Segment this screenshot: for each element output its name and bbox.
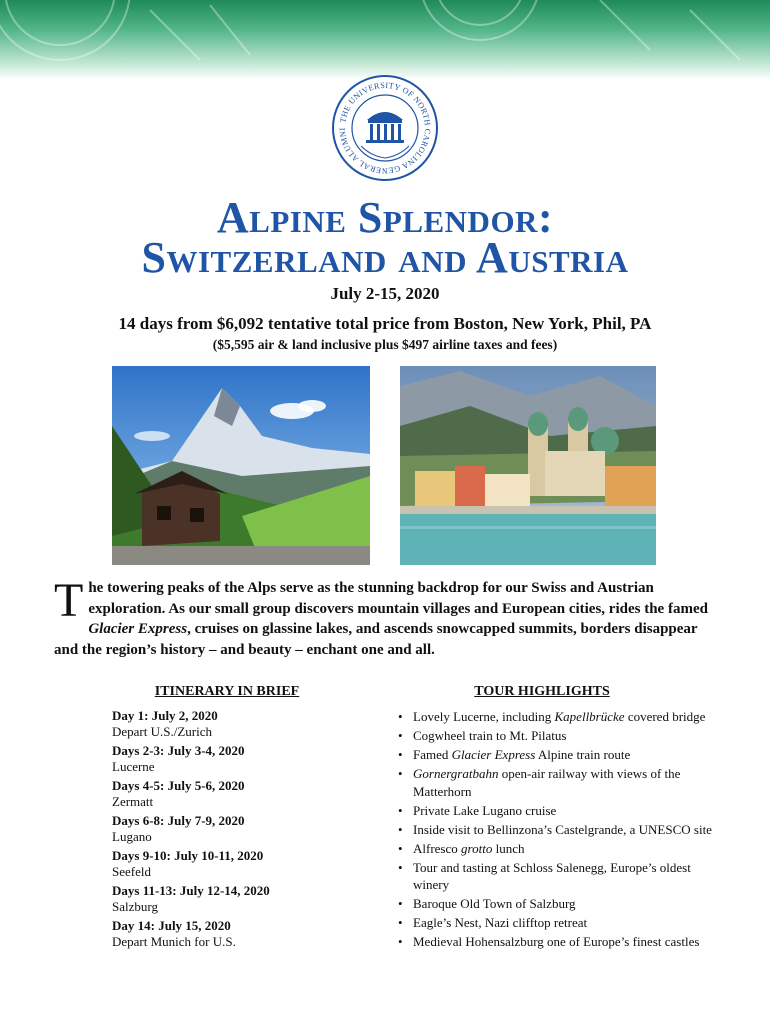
highlight-item — [398, 895, 718, 913]
day-place: Salzburg — [112, 899, 158, 914]
highlight-text: Alpine train route — [535, 747, 631, 762]
intro-text-part1: he towering peaks of the Alps serve as the stunning backdrop for our Swiss and Austrian exploration. As our small group discovers mountain villages and European cities, rides the famed — [88, 580, 708, 617]
highlight-item — [398, 746, 718, 764]
itinerary-day — [112, 708, 362, 739]
day-title: Days 2-3: July 3-4, 2020 — [112, 743, 245, 758]
itinerary-list — [112, 708, 362, 953]
highlights-heading: TOUR HIGHLIGHTS — [474, 684, 610, 699]
bullet-icon: • — [398, 821, 403, 837]
highlight-text: Alfresco — [413, 840, 462, 856]
intro-text-part2: , cruises on glassine lakes, and ascends snowcapped summits, borders disappear and the region’s history – and beauty – enchant one and all. — [54, 621, 698, 658]
innsbruck-photo — [400, 366, 656, 565]
bullet-icon: • — [398, 709, 403, 724]
highlight-text: Tour and tasting at Schloss Salenegg, Europe’s oldest winery — [413, 859, 691, 892]
highlight-text: Medieval Hohensalzburg one of Europe’s finest castles — [413, 934, 700, 949]
highlight-text: Eagle’s Nest, Nazi clifftop retreat — [413, 915, 588, 930]
highlight-item — [398, 821, 718, 839]
title-line-1: Alpine Splendor: — [216, 193, 554, 242]
highlight-item — [398, 802, 718, 820]
header-banner — [0, 0, 770, 80]
highlight-item — [398, 859, 718, 894]
bullet-icon: • — [398, 915, 403, 930]
highlight-text: Inside visit to Bellinzona’s Castelgrande, a UNESCO site — [413, 821, 712, 837]
highlight-item — [398, 933, 718, 951]
bullet-icon: • — [398, 896, 403, 911]
bullet-icon: • — [398, 859, 403, 875]
highlight-item — [398, 914, 718, 932]
bullet-icon: • — [398, 934, 403, 949]
trip-price-detail: ($5,595 air & land inclusive plus $497 airline taxes and fees) — [212, 337, 558, 352]
day-title: Days 9-10: July 10-11, 2020 — [112, 848, 264, 863]
highlight-text: Private Lake Lugano cruise — [413, 802, 557, 818]
bullet-icon: • — [398, 728, 403, 743]
itinerary-heading: ITINERARY IN BRIEF — [154, 684, 300, 699]
bullet-icon: • — [398, 747, 403, 762]
day-title: Days 6-8: July 7-9, 2020 — [112, 813, 245, 828]
itinerary-day — [112, 778, 362, 809]
highlight-item — [398, 708, 718, 726]
highlights-list — [398, 708, 718, 952]
day-place: Zermatt — [112, 794, 154, 809]
highlight-item — [398, 840, 718, 858]
highlight-text: Famed — [413, 747, 452, 762]
itinerary-day — [112, 883, 362, 914]
trip-dates: July 2-15, 2020 — [330, 284, 440, 303]
day-place: Lucerne — [112, 759, 155, 774]
day-title: Day 14: July 15, 2020 — [112, 918, 231, 933]
intro-paragraph — [54, 574, 718, 660]
highlight-item — [398, 727, 718, 745]
highlight-text: open-air railway with views of the Matterhorn — [413, 766, 681, 799]
highlight-emphasis: grotto — [461, 840, 493, 856]
highlight-text: Cogwheel train to Mt. Pilatus — [413, 728, 567, 743]
highlight-text: Lovely Lucerne, including — [413, 709, 555, 724]
highlight-emphasis: Kapellbrücke — [554, 709, 625, 724]
highlight-item — [398, 765, 718, 800]
bullet-icon: • — [398, 840, 403, 856]
day-place: Lugano — [112, 829, 152, 844]
highlight-text: Baroque Old Town of Salzburg — [413, 896, 576, 911]
matterhorn-photo — [112, 366, 370, 565]
highlight-emphasis: Glacier Express — [451, 747, 536, 762]
bullet-icon: • — [398, 802, 403, 818]
highlight-emphasis: Gornergratbahn — [413, 766, 499, 781]
day-place: Depart Munich for U.S. — [112, 934, 236, 949]
intro-dropcap: T — [54, 574, 84, 627]
university-seal — [331, 74, 439, 182]
itinerary-day — [112, 848, 362, 879]
trip-price: 14 days from $6,092 tentative total price from Boston, New York, Phil, PA — [118, 314, 652, 333]
day-title: Days 11-13: July 12-14, 2020 — [112, 883, 270, 898]
highlight-text: covered bridge — [624, 709, 706, 724]
itinerary-day — [112, 743, 362, 774]
day-place: Seefeld — [112, 864, 151, 879]
day-place: Depart U.S./Zurich — [112, 724, 213, 739]
itinerary-day — [112, 918, 362, 949]
bullet-icon: • — [398, 766, 403, 781]
banner-pattern — [0, 0, 770, 80]
day-title: Days 4-5: July 5-6, 2020 — [112, 778, 245, 793]
old-well-seal-icon — [331, 74, 439, 182]
itinerary-day — [112, 813, 362, 844]
intro-text-italic: Glacier Express — [88, 621, 188, 637]
seal-text: THE UNIVERSITY OF NORTH CAROLINA GENERAL ALUMNI — [337, 80, 433, 176]
highlight-text: lunch — [492, 840, 525, 856]
title-line-2: Switzerland and Austria — [141, 233, 629, 282]
day-title: Day 1: July 2, 2020 — [112, 708, 218, 723]
